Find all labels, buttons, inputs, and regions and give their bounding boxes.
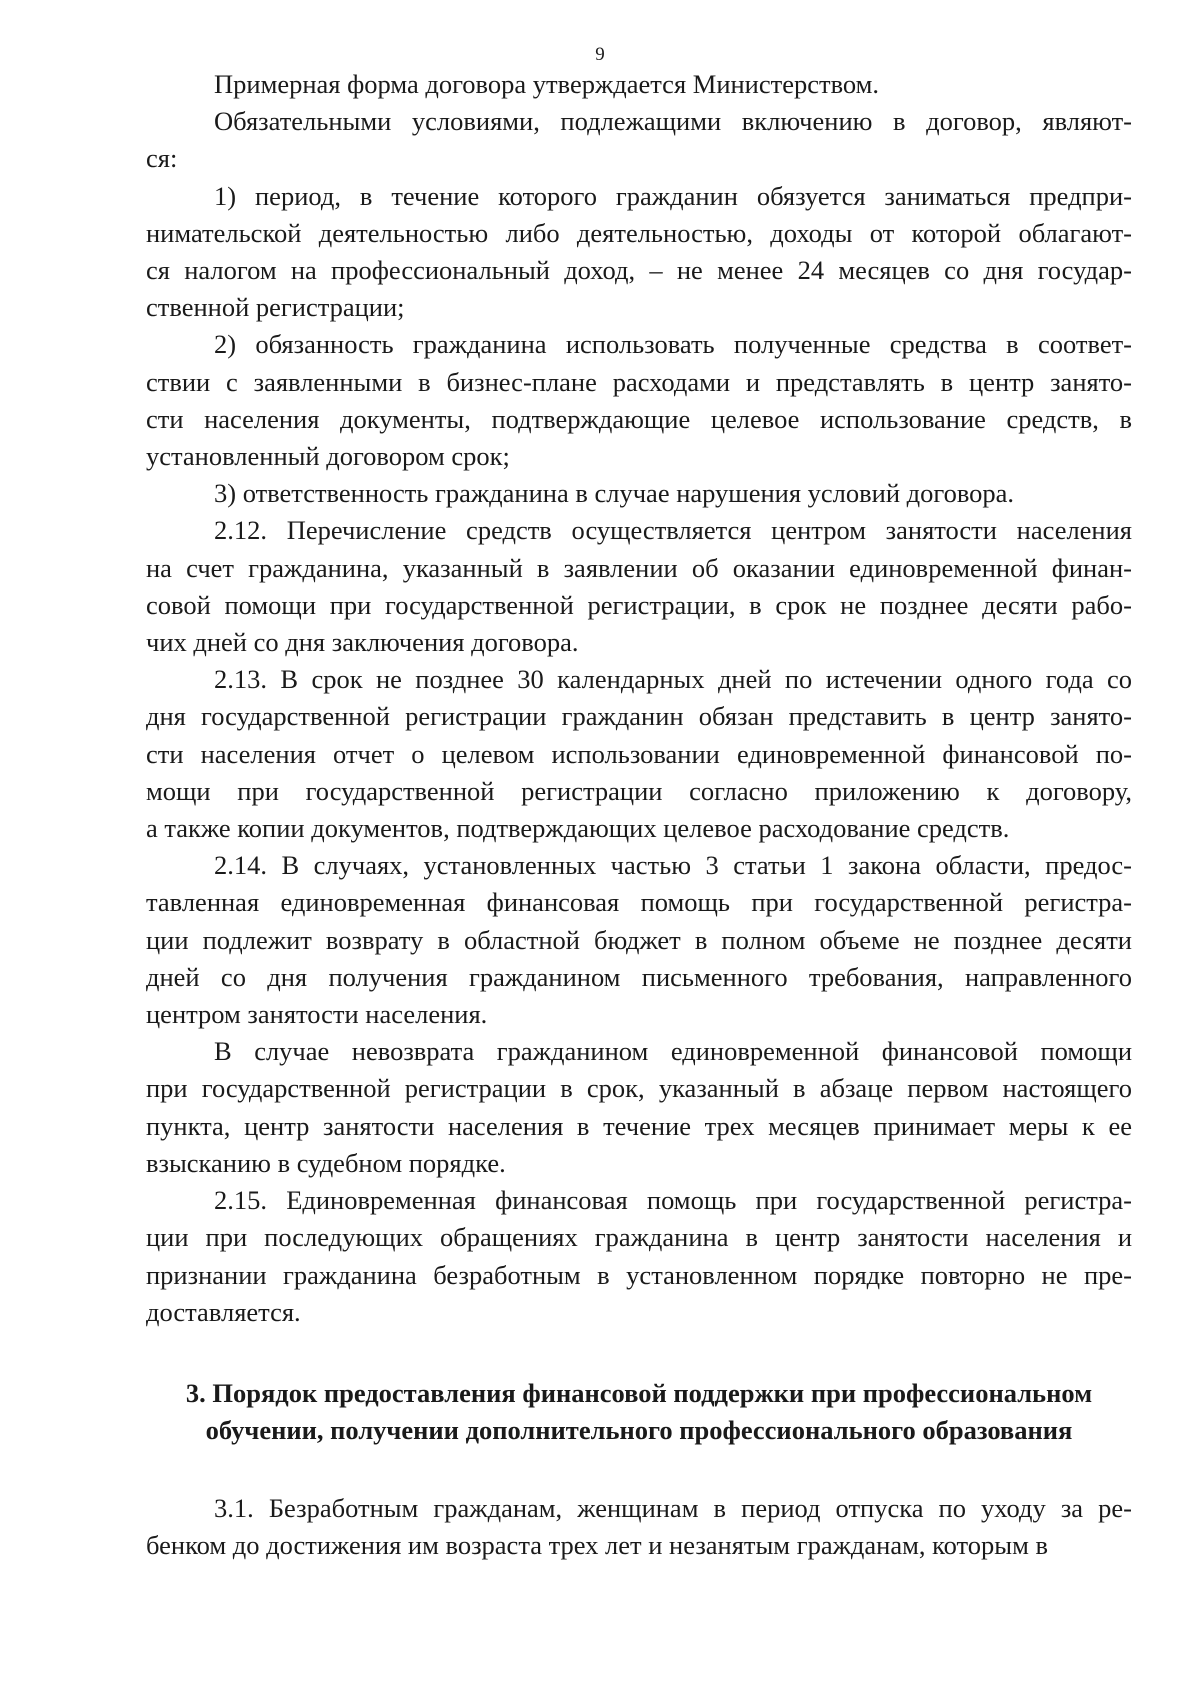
text-line: Примерная форма договора утверждается Министерством.: [214, 69, 880, 99]
paragraph: [146, 661, 1132, 847]
text-line: 2.15. Единовременная финансовая помощь при государственной регистра-: [214, 1185, 1132, 1216]
text-line: ся:: [146, 143, 178, 174]
text-line: взысканию в судебном порядке.: [146, 1147, 506, 1178]
paragraph: [146, 1490, 1132, 1564]
text-line: совой помощи при государственной регистрации, в срок не позднее десяти рабо-: [146, 589, 1132, 620]
section-heading: [146, 1375, 1132, 1449]
text-line: мощи при государственной регистрации согласно приложению к договору,: [146, 775, 1132, 806]
text-line: ции подлежит возврату в областной бюджет в полном объеме не позднее десяти: [146, 924, 1132, 955]
paragraph: [146, 326, 1132, 475]
text-line: центром занятости населения.: [146, 999, 488, 1030]
text-line: установленный договором срок;: [146, 441, 510, 472]
paragraph: [146, 512, 1132, 661]
text-line: 2.12. Перечисление средств осуществляется центром занятости населения: [214, 515, 1132, 546]
text-line: сти населения документы, подтверждающие целевое использование средств, в: [146, 403, 1132, 434]
paragraph: [146, 847, 1132, 1033]
text-line: 3) ответственность гражданина в случае нарушения условий договора.: [214, 478, 1015, 509]
text-line: тавленная единовременная финансовая помощь при государственной регистра-: [146, 887, 1132, 918]
paragraph: [146, 1182, 1132, 1331]
text-line: ся налогом на профессиональный доход, – не менее 24 месяцев со дня государ-: [146, 255, 1132, 286]
paragraph: [146, 475, 1132, 512]
text-line: Обязательными условиями, подлежащими включению в договор, являют-: [214, 106, 1132, 137]
text-line: 3.1. Безработным гражданам, женщинам в период отпуска по уходу за ре-: [214, 1493, 1132, 1523]
text-line: дней со дня получения гражданином письменного требования, направленного: [146, 961, 1132, 992]
text-line: нимательской деятельностью либо деятельностью, доходы от которой облагают-: [146, 217, 1132, 248]
text-line: бенком до достижения им возраста трех лет и незанятым гражданам, которым в: [146, 1530, 1048, 1561]
paragraph: [146, 1033, 1132, 1182]
paragraph: [146, 178, 1132, 327]
text-line: дня государственной регистрации гражданин обязан представить в центр занято-: [146, 701, 1132, 732]
section-text: [146, 1490, 1132, 1564]
text-line: сти населения отчет о целевом использовании единовременной финансовой по-: [146, 738, 1132, 769]
text-line: ственной регистрации;: [146, 292, 405, 323]
text-line: ствии с заявленными в бизнес-плане расходами и представлять в центр занято-: [146, 366, 1132, 397]
text-line: а также копии документов, подтверждающих целевое расходование средств.: [146, 813, 1010, 844]
paragraph: [146, 103, 1132, 177]
body-text: [146, 66, 1132, 1331]
text-line: 2.13. В срок не позднее 30 календарных дней по истечении одного года со: [214, 664, 1132, 695]
text-line: ции при последующих обращениях гражданина в центр занятости населения и: [146, 1222, 1132, 1253]
text-line: доставляется.: [146, 1296, 301, 1327]
text-line: В случае невозврата гражданином единовременной финансовой помощи: [214, 1036, 1132, 1067]
text-line: пункта, центр занятости населения в течение трех месяцев принимает меры к ее: [146, 1110, 1132, 1141]
heading-line: 3. Порядок предоставления финансовой поддержки при профессиональном: [185, 1378, 1093, 1408]
text-line: чих дней со дня заключения договора.: [146, 627, 579, 658]
text-line: признании гражданина безработным в установленном порядке повторно не пре-: [146, 1259, 1132, 1290]
text-line: 2) обязанность гражданина использовать полученные средства в соответ-: [214, 329, 1132, 360]
text-line: при государственной регистрации в срок, указанный в абзаце первом настоящего: [146, 1073, 1132, 1104]
text-line: 2.14. В случаях, установленных частью 3 статьи 1 закона области, предос-: [214, 850, 1132, 881]
page-number: 9: [595, 44, 605, 65]
paragraph: [146, 66, 1132, 103]
text-line: на счет гражданина, указанный в заявлении об оказании единовременной финан-: [146, 552, 1132, 583]
text-line: 1) период, в течение которого гражданин обязуется заниматься предпри-: [214, 180, 1132, 211]
heading-line: обучении, получении дополнительного профессионального образования: [205, 1415, 1073, 1446]
